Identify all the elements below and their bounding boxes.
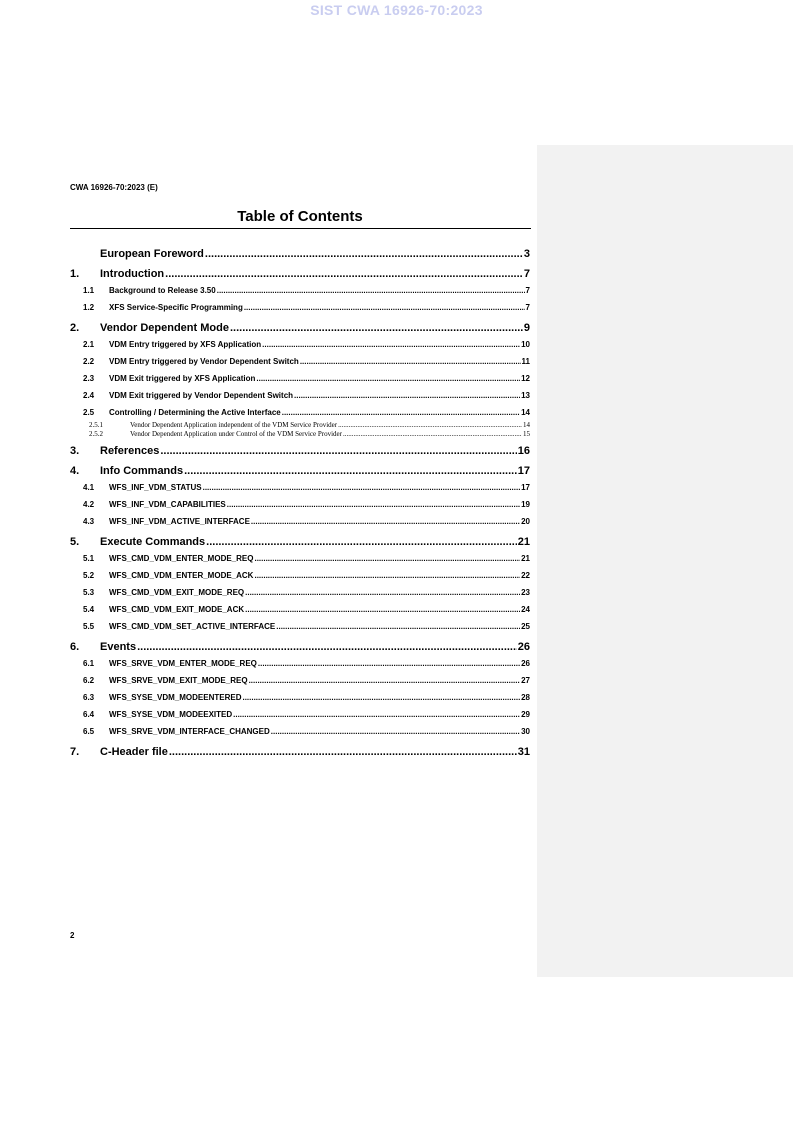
entry-title: XFS Service-Specific Programming xyxy=(109,303,243,312)
dot-leader xyxy=(256,370,520,387)
entry-title: WFS_SRVE_VDM_ENTER_MODE_REQ xyxy=(109,659,257,668)
dot-leader xyxy=(245,584,520,601)
entry-page: 7 xyxy=(525,303,530,312)
entry-number: 6.2 xyxy=(83,676,95,685)
entry-page: 13 xyxy=(521,391,530,400)
dot-leader xyxy=(165,266,523,282)
toc-section[interactable] xyxy=(70,463,530,479)
entry-number: 2.1 xyxy=(83,340,95,349)
entry-page: 31 xyxy=(517,746,530,758)
entry-number: 6.1 xyxy=(83,659,95,668)
toc-section[interactable] xyxy=(70,443,530,459)
entry-title: WFS_SRVE_VDM_EXIT_MODE_REQ xyxy=(109,676,248,685)
toc-subsection[interactable] xyxy=(70,299,530,316)
entry-number: 5.3 xyxy=(83,588,95,597)
toc-subsection[interactable] xyxy=(70,584,530,601)
dot-leader xyxy=(137,639,517,655)
entry-page: 28 xyxy=(521,693,530,702)
toc-subsection[interactable] xyxy=(70,404,530,421)
entry-title: Vendor Dependent Application independent of the VDM Service Provider xyxy=(130,421,338,429)
entry-title: WFS_CMD_VDM_EXIT_MODE_REQ xyxy=(109,588,245,597)
entry-title: Events xyxy=(100,641,137,653)
entry-number: 1. xyxy=(70,268,80,280)
entry-title: WFS_CMD_VDM_EXIT_MODE_ACK xyxy=(109,605,245,614)
entry-page: 14 xyxy=(521,408,530,417)
entry-title: WFS_SYSE_VDM_MODEENTERED xyxy=(109,693,242,702)
entry-title: Info Commands xyxy=(100,465,184,477)
toc-subsection[interactable] xyxy=(70,387,530,404)
toc-subsection[interactable] xyxy=(70,336,530,353)
dot-leader xyxy=(227,496,520,513)
toc-section[interactable] xyxy=(70,639,530,655)
title-divider xyxy=(70,228,531,229)
dot-leader xyxy=(251,513,520,530)
entry-title: WFS_CMD_VDM_SET_ACTIVE_INTERFACE xyxy=(109,622,276,631)
dot-leader xyxy=(245,601,520,618)
dot-leader xyxy=(203,479,520,496)
entry-page: 20 xyxy=(521,517,530,526)
dot-leader xyxy=(282,404,520,421)
entry-title: Vendor Dependent Application under Control of the VDM Service Provider xyxy=(130,430,342,438)
toc-subsection[interactable] xyxy=(70,496,530,513)
dot-leader xyxy=(343,430,522,439)
entry-page: 14 xyxy=(523,421,530,429)
dot-leader xyxy=(338,421,522,430)
toc-subsection[interactable] xyxy=(70,706,530,723)
toc-title: Table of Contents xyxy=(237,208,363,225)
entry-title: WFS_INF_VDM_STATUS xyxy=(109,483,202,492)
toc-subsection[interactable] xyxy=(70,672,530,689)
entry-title: Execute Commands xyxy=(100,536,206,548)
entry-page: 16 xyxy=(517,445,530,457)
entry-page: 9 xyxy=(523,322,530,334)
entry-title: WFS_INF_VDM_ACTIVE_INTERFACE xyxy=(109,517,250,526)
entry-title: European Foreword xyxy=(100,248,204,260)
entry-number: 4.3 xyxy=(83,517,95,526)
entry-number: 2.2 xyxy=(83,357,95,366)
entry-title: VDM Exit triggered by Vendor Dependent Switch xyxy=(109,391,294,400)
toc-section[interactable] xyxy=(70,320,530,336)
entry-number: 2. xyxy=(70,322,80,334)
entry-number: 5.2 xyxy=(83,571,95,580)
entry-number: 2.4 xyxy=(83,391,95,400)
entry-page: 17 xyxy=(521,483,530,492)
dot-leader xyxy=(254,567,520,584)
entry-number: 2.5.1 xyxy=(89,421,103,429)
entry-title: Vendor Dependent Mode xyxy=(100,322,229,334)
entry-number: 1.1 xyxy=(83,286,95,295)
entry-number: 6.3 xyxy=(83,693,95,702)
toc-subsubsection[interactable] xyxy=(70,430,530,439)
entry-number: 4.2 xyxy=(83,500,95,509)
entry-page: 24 xyxy=(521,605,530,614)
toc-subsection[interactable] xyxy=(70,655,530,672)
entry-number: 4.1 xyxy=(83,483,95,492)
toc-subsection[interactable] xyxy=(70,479,530,496)
entry-page: 19 xyxy=(521,500,530,509)
toc-subsection[interactable] xyxy=(70,353,530,370)
entry-page: 10 xyxy=(521,340,530,349)
entry-number: 3. xyxy=(70,445,80,457)
dot-leader xyxy=(300,353,521,370)
entry-number: 4. xyxy=(70,465,80,477)
dot-leader xyxy=(258,655,520,672)
dot-leader xyxy=(244,299,525,316)
page-number: 2 xyxy=(70,931,75,940)
entry-number: 6.4 xyxy=(83,710,95,719)
dot-leader xyxy=(206,534,517,550)
toc-subsection[interactable] xyxy=(70,618,530,635)
entry-title: C-Header file xyxy=(100,746,168,758)
entry-title: WFS_INF_VDM_CAPABILITIES xyxy=(109,500,226,509)
entry-page: 12 xyxy=(521,374,530,383)
toc-subsection[interactable] xyxy=(70,723,530,740)
dot-leader xyxy=(254,550,520,567)
dot-leader xyxy=(160,443,516,459)
dot-leader xyxy=(271,723,520,740)
entry-number: 5. xyxy=(70,536,80,548)
entry-number: 5.1 xyxy=(83,554,95,563)
comment-sidebar xyxy=(537,145,793,977)
dot-leader xyxy=(184,463,517,479)
toc-subsection[interactable] xyxy=(70,567,530,584)
entry-page: 7 xyxy=(523,268,530,280)
entry-title: VDM Entry triggered by Vendor Dependent Switch xyxy=(109,357,299,366)
entry-number: 2.5.2 xyxy=(89,430,103,438)
toc-subsection[interactable] xyxy=(70,550,530,567)
toc-subsection[interactable] xyxy=(70,282,530,299)
entry-number: 7. xyxy=(70,746,80,758)
toc-subsection[interactable] xyxy=(70,689,530,706)
entry-page: 26 xyxy=(517,641,530,653)
entry-number: 1.2 xyxy=(83,303,95,312)
entry-title: References xyxy=(100,445,160,457)
toc-section[interactable] xyxy=(70,266,530,282)
entry-title: WFS_CMD_VDM_ENTER_MODE_ACK xyxy=(109,571,254,580)
table-of-contents xyxy=(70,246,530,760)
entry-number: 5.5 xyxy=(83,622,95,631)
entry-number: 5.4 xyxy=(83,605,95,614)
dot-leader xyxy=(276,618,520,635)
entry-title: Introduction xyxy=(100,268,165,280)
entry-page: 17 xyxy=(517,465,530,477)
entry-page: 7 xyxy=(525,286,530,295)
entry-number: 6. xyxy=(70,641,80,653)
toc-subsection[interactable] xyxy=(70,601,530,618)
dot-leader xyxy=(230,320,523,336)
dot-leader xyxy=(169,744,517,760)
dot-leader xyxy=(294,387,520,404)
entry-page: 27 xyxy=(521,676,530,685)
toc-section[interactable] xyxy=(70,744,530,760)
entry-page: 29 xyxy=(521,710,530,719)
entry-title: VDM Entry triggered by XFS Application xyxy=(109,340,262,349)
dot-leader xyxy=(233,706,520,723)
entry-page: 30 xyxy=(521,727,530,736)
dot-leader xyxy=(249,672,521,689)
entry-title: WFS_CMD_VDM_ENTER_MODE_REQ xyxy=(109,554,254,563)
entry-title: VDM Exit triggered by XFS Application xyxy=(109,374,256,383)
entry-page: 22 xyxy=(521,571,530,580)
toc-section[interactable] xyxy=(70,246,530,262)
document-id: CWA 16926-70:2023 (E) xyxy=(70,183,158,192)
toc-section[interactable] xyxy=(70,534,530,550)
entry-title: Controlling / Determining the Active Interface xyxy=(109,408,281,417)
toc-subsection[interactable] xyxy=(70,370,530,387)
entry-number: 2.5 xyxy=(83,408,95,417)
entry-page: 11 xyxy=(521,357,530,366)
entry-title: WFS_SYSE_VDM_MODEEXITED xyxy=(109,710,233,719)
toc-subsubsection[interactable] xyxy=(70,421,530,430)
entry-page: 21 xyxy=(517,536,530,548)
watermark: SIST CWA 16926-70:2023 xyxy=(310,2,483,18)
entry-page: 23 xyxy=(521,588,530,597)
entry-number: 6.5 xyxy=(83,727,95,736)
entry-title: Background to Release 3.50 xyxy=(109,286,216,295)
dot-leader xyxy=(262,336,520,353)
entry-page: 26 xyxy=(521,659,530,668)
entry-page: 25 xyxy=(521,622,530,631)
entry-number: 2.3 xyxy=(83,374,95,383)
dot-leader xyxy=(205,246,523,262)
entry-page: 21 xyxy=(521,554,530,563)
entry-page: 15 xyxy=(523,430,530,438)
dot-leader xyxy=(242,689,520,706)
dot-leader xyxy=(217,282,525,299)
entry-title: WFS_SRVE_VDM_INTERFACE_CHANGED xyxy=(109,727,270,736)
toc-subsection[interactable] xyxy=(70,513,530,530)
entry-page: 3 xyxy=(523,248,530,260)
